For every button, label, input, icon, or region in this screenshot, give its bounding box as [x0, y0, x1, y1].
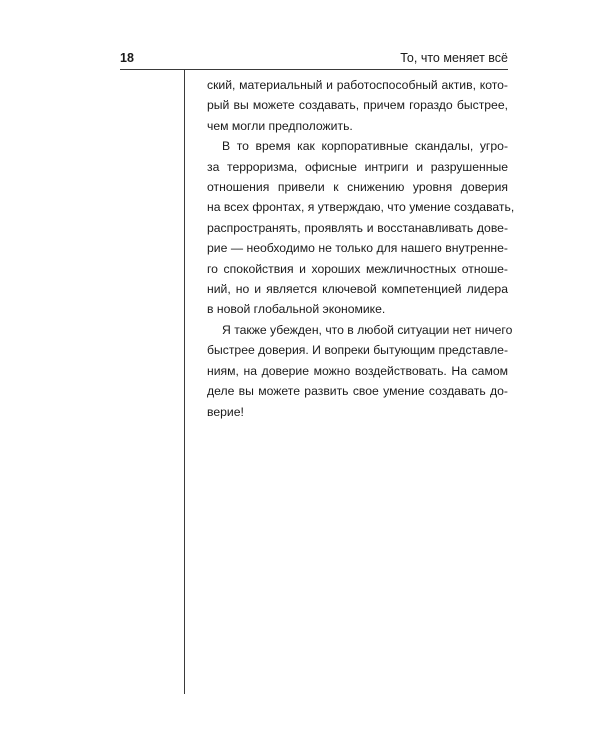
text-line: за терроризма, офисные интриги и разрушенные — [207, 159, 508, 174]
text-line: верие! — [207, 404, 244, 419]
page-number: 18 — [120, 51, 134, 65]
paragraph-1 — [207, 75, 508, 136]
text-line: быстрее доверия. И вопреки бытующим представле- — [207, 343, 508, 358]
text-line: В то время как корпоративные скандалы, угро- — [222, 139, 508, 154]
running-title: То, что меняет всё — [400, 51, 508, 65]
text-line: на всех фронтах, я утверждаю, что умение создавать, — [207, 200, 515, 215]
text-line: распространять, проявлять и восстанавливать дове- — [207, 220, 508, 235]
body-text — [207, 75, 515, 422]
header-rule — [120, 69, 508, 70]
text-line: чем могли предположить. — [207, 118, 353, 133]
text-line: ский, материальный и работоспособный актив, кото- — [207, 78, 508, 92]
text-line: отношения привели к снижению уровня доверия — [207, 180, 508, 195]
text-line: ний, но и является ключевой компетенцией лидера — [207, 282, 508, 297]
text-line: деле вы можете развить свое умение создавать до- — [207, 384, 508, 399]
paragraph-3 — [207, 320, 513, 422]
text-line: ниям, на доверие можно воздействовать. На самом — [207, 363, 508, 378]
text-line: Я также убежден, что в любой ситуации нет ничего — [222, 322, 513, 337]
text-line: го спокойствия и хороших межличностных отноше- — [207, 261, 508, 276]
text-line: в новой глобальной экономике. — [207, 302, 386, 317]
text-line: рый вы можете создавать, причем гораздо быстрее, — [207, 98, 508, 113]
text-line: рие — необходимо не только для нашего внутренне- — [207, 241, 508, 256]
margin-rule — [184, 70, 185, 694]
paragraph-2 — [207, 136, 515, 320]
